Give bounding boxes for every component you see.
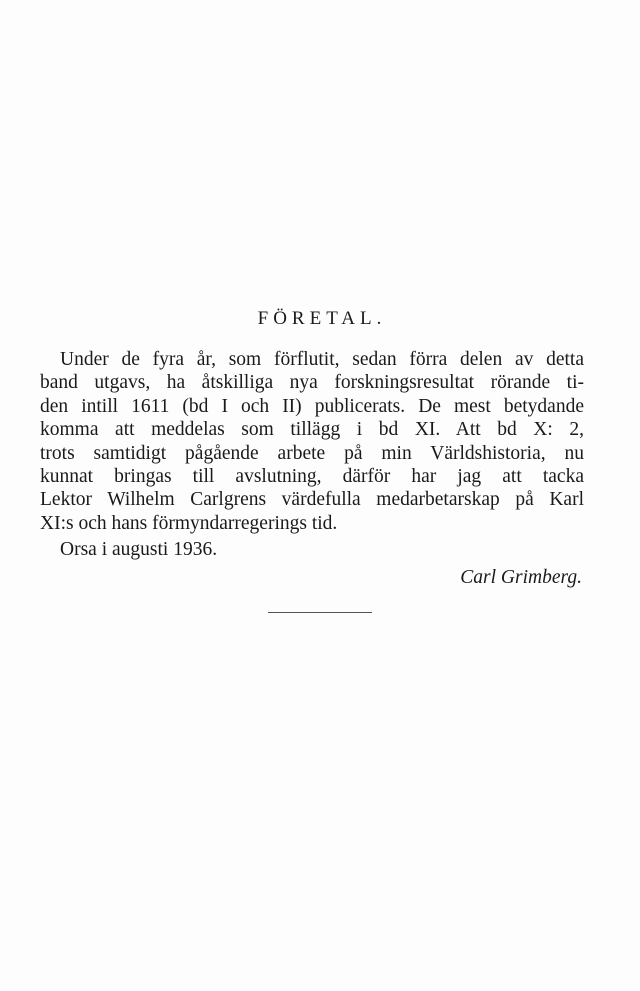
paragraph-line: kunnat bringas till avslutning, därför har jag att tacka (40, 466, 584, 488)
closing-rule (268, 612, 372, 613)
preface-paragraph (40, 348, 584, 535)
paragraph-line: Under de fyra år, som förflutit, sedan förra delen av detta (60, 349, 584, 370)
paragraph-line: trots samtidigt pågående arbete på min Världshistoria, nu (40, 442, 584, 464)
paragraph-line: XI:s och hans förmyndarregerings tid. (40, 512, 338, 534)
preface-heading: FÖRETAL. (257, 308, 387, 329)
paragraph-line: komma att meddelas som tillägg i bd XI. Att bd X: 2, (40, 419, 584, 441)
dateline: Orsa i augusti 1936. (60, 539, 218, 560)
author-signature: Carl Grimberg. (460, 567, 582, 588)
paragraph-line: den intill 1611 (bd I och II) publicerats. De mest betydande (40, 395, 584, 417)
paragraph-line: band utgavs, ha åtskilliga nya forskningsresultat rörande ti- (40, 372, 584, 394)
paragraph-line: Lektor Wilhelm Carlgrens värdefulla medarbetarskap på Karl (40, 489, 584, 511)
